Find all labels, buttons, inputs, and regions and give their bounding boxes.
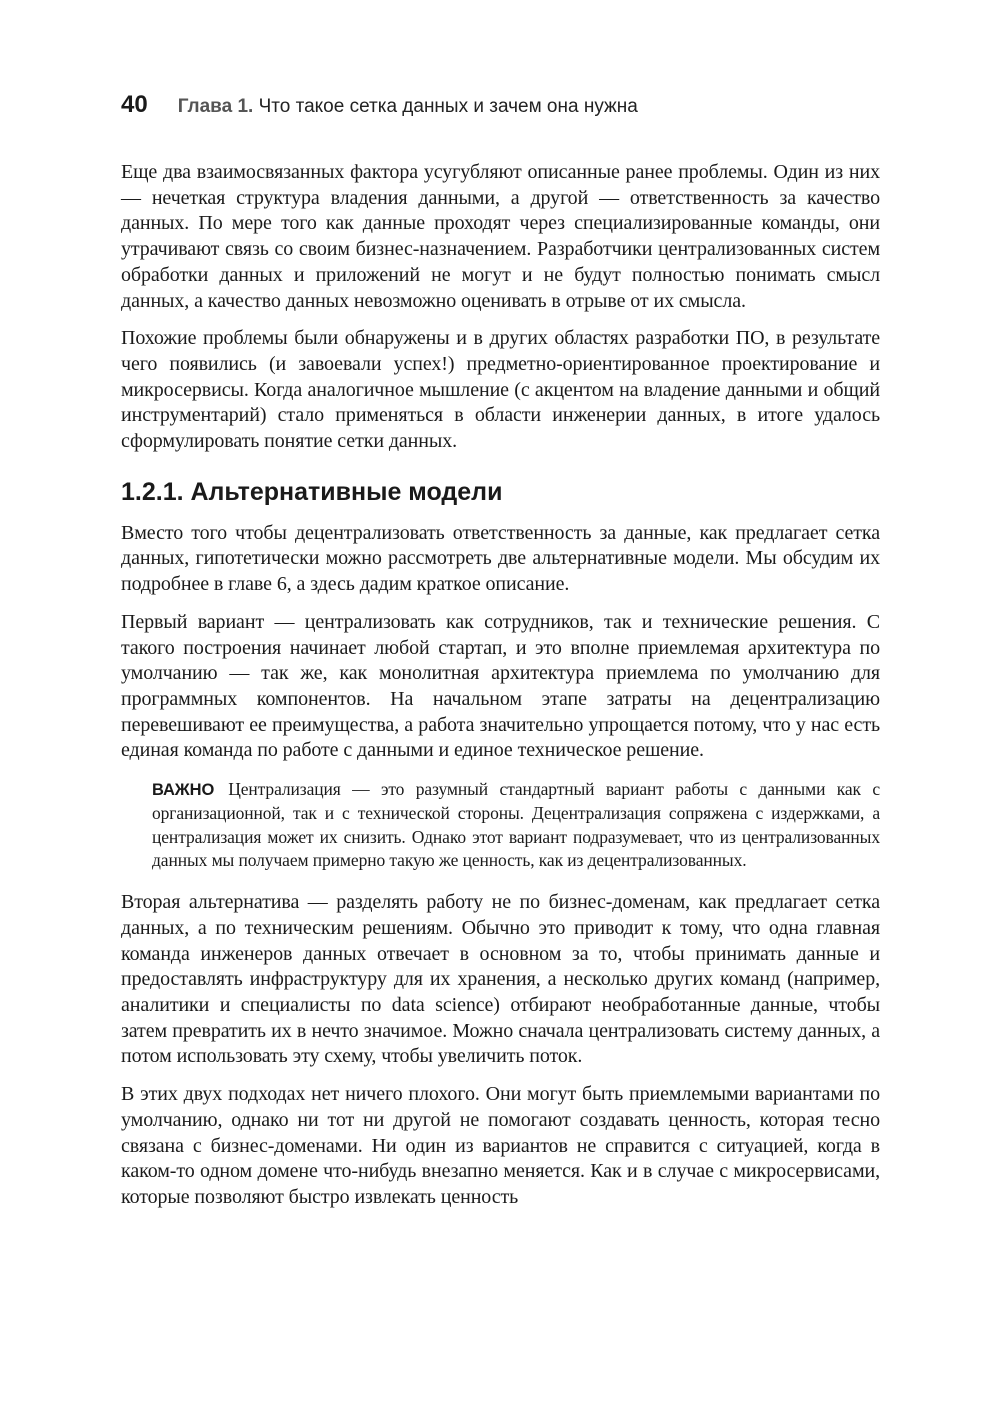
note-label: ВАЖНО [152, 781, 215, 800]
paragraph: Похожие проблемы были обнаружены и в других областях разработки ПО, в результате чего появились (и завоевали успех!) предметно-ориентированное проектирование и микросервисы. Когда аналогичное мышление (с акцентом на владение данными и общий инструментарий) стало применяться в области инженерии данных, в итоге удалось сформулировать понятие сетки данных. [121, 327, 880, 453]
paragraph: Еще два взаимосвязанных фактора усугубляют описанные ранее проблемы. Один из них — нечеткая структура владения данными, а другой — ответственность за качество данных. По мере того как данные проходят через специализированные команды, они утрачивают связь со своим бизнес-назначением. Разработчики централизованных систем обработки данных и приложений не могут и не будут полностью понимать смысл данных, а качество данных невозможно оценивать в отрыве от их смысла. [121, 161, 880, 312]
chapter-label: Глава 1. [177, 96, 254, 117]
paragraph: Вместо того чтобы децентрализовать ответственность за данные, как предлагает сетка данных, гипотетически можно рассмотреть две альтернативные модели. Мы обсудим их подробнее в главе 6, а здесь дадим краткое описание. [121, 521, 880, 596]
paragraph: В этих двух подходах нет ничего плохого. Они могут быть приемлемыми вариантами по умолчанию, однако ни тот ни другой не помогают создавать ценность, которая тесно связана с бизнес-доменами. Ни один из вариантов не справится с ситуацией, когда в каком-то одном домене что-нибудь внезапно меняется. Как и в случае с микросервисами, которые позволяют быстро извлекать ценность [121, 1083, 880, 1208]
running-head [121, 90, 638, 122]
chapter-title: Что такое сетка данных и зачем она нужна [258, 96, 638, 117]
note-text: Централизация — это разумный стандартный вариант работы с данными как с организационной, так и с технической стороны. Децентрализация сопряжена с издержками, а централизация может их снизить. Однако этот вариант подразумевает, что из централизованных данных мы получаем примерно такую же ценность, как из децентрализованных. [152, 779, 880, 870]
body-text [121, 160, 880, 1223]
paragraph: Вторая альтернатива — разделять работу не по бизнес-доменам, как предлагает сетка данных, а по техническим решениям. Обычно это приводит к тому, что одна главная команда инженеров данных отвечает в основном за то, чтобы принимать данные и предоставлять инфраструктуру для их хранения, а несколько других команд (например, аналитики и специалисты по data science) отбирают необработанные данные, чтобы затем превратить их в нечто значимое. Можно сначала централизовать систему данных, а потом использовать эту схему, чтобы увеличить поток. [121, 891, 880, 1068]
important-note [152, 778, 880, 872]
section-heading: 1.2.1. Альтернативные модели [121, 477, 503, 506]
page-number: 40 [121, 91, 148, 118]
paragraph: Первый вариант — централизовать как сотрудников, так и технические решения. С такого построения начинает любой стартап, и это вполне приемлемая архитектура по умолчанию — так же, как монолитная архитектура приемлема по умолчанию для программных компонентов. На начальном этапе затраты на децентрализацию перевешивают ее преимущества, а работа значительно упрощается потому, что у нас есть единая команда по работе с данными и единое техническое решение. [121, 610, 880, 762]
